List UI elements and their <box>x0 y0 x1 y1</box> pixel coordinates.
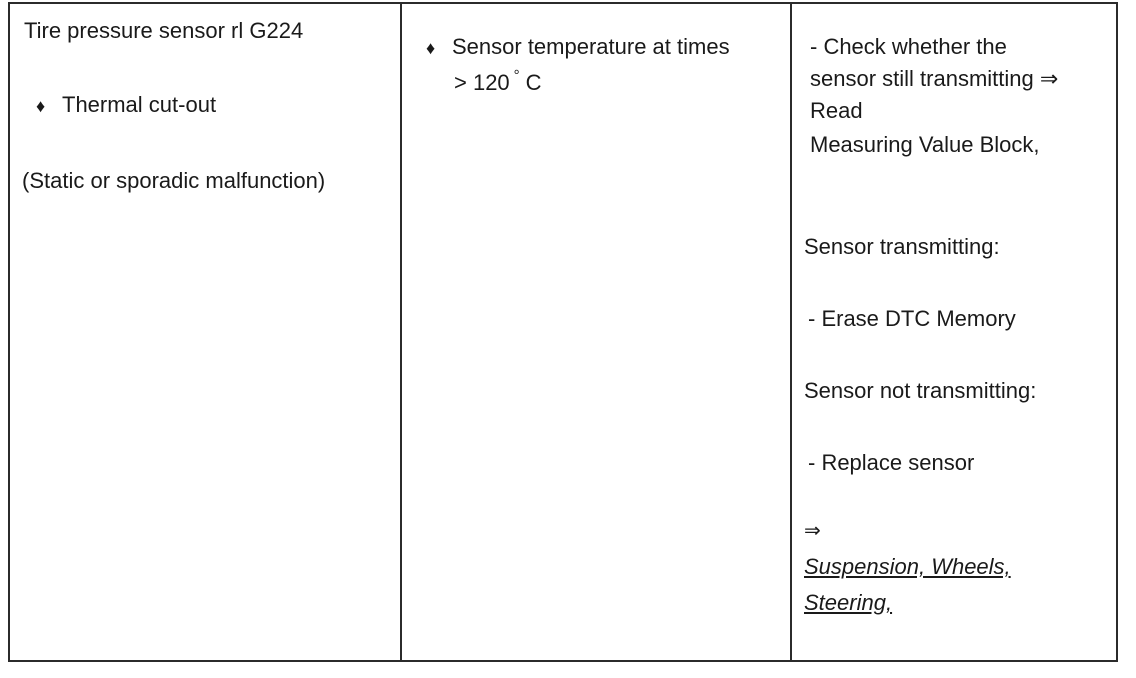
component-name: Tire pressure sensor rl G224 <box>24 18 304 43</box>
check-line-3: Read <box>810 98 863 123</box>
reference-link-steering[interactable]: Steering, <box>804 590 893 615</box>
erase-dtc-action: - Erase DTC Memory <box>808 306 1016 331</box>
possible-cause-column <box>402 4 792 660</box>
cause-item <box>426 34 730 61</box>
sensor-not-transmitting-heading: Sensor not transmitting: <box>804 378 1037 403</box>
check-line-1: - Check whether the <box>810 34 1007 59</box>
cause-text-line2 <box>454 67 542 99</box>
check-line-2: sensor still transmitting ⇒ <box>810 66 1059 91</box>
replace-sensor-action: - Replace sensor <box>808 450 975 475</box>
sensor-transmitting-heading: Sensor transmitting: <box>804 234 1000 259</box>
reference-arrow-icon: ⇒ <box>804 520 821 542</box>
fault-item <box>36 92 216 119</box>
fault-location-column <box>10 4 402 660</box>
malfunction-type: (Static or sporadic malfunction) <box>22 168 326 193</box>
diagnostic-table <box>8 2 1118 662</box>
reference-link-suspension[interactable]: Suspension, Wheels, <box>804 554 1011 579</box>
check-line-4: Measuring Value Block, <box>810 132 1040 157</box>
fault-text: Thermal cut-out <box>62 92 217 117</box>
degree-symbol: ° <box>513 67 520 84</box>
remedy-column <box>792 4 1116 660</box>
cause-text-line1: Sensor temperature at times <box>452 34 730 59</box>
diamond-bullet-icon: ♦ <box>36 96 46 116</box>
temperature-unit: C <box>525 70 542 95</box>
temperature-threshold: > 120 <box>454 70 510 95</box>
diamond-bullet-icon: ♦ <box>426 38 436 58</box>
